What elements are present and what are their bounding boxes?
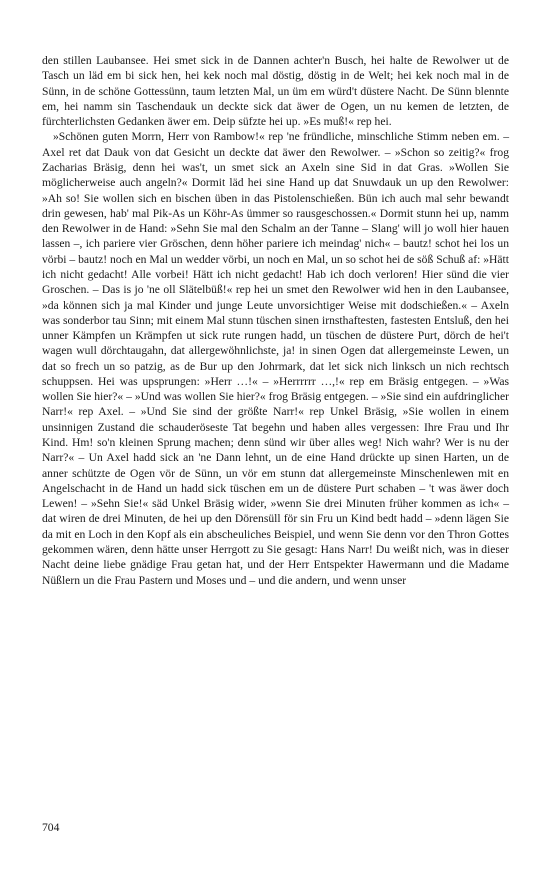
- page-number: 704: [42, 821, 60, 834]
- paragraph: »Schönen guten Morrn, Herr von Rambow!« rep 'ne fründliche, minschliche Stimm neben em. – Axel ret dat Dauk von dat Gesicht un deckte dat äwer den Rewolwer. – »Schon so zeitig?« frog Zacharias Bräsig, denn hei was't, un smet sick an Axeln sine Sid in dat Gras. »Wollen Sie möglicherweise auch angeln?« Dormit läd hei sine Hand up dat Snuwdauk un up den Rewolwer: »Ah so! Sie wollen sich en bischen üben in das Pistolenschießen. Bün ich auch mal sehr bewandt drin gewesen, hab' mal Pik-As un Köhr-As ümmer so rausgeschossen.« Dormit stunn hei up, namm den Rewolwer in de Hand: »Sehn Sie mal den Schalm an der Tanne – Slang' will jo woll hier hauen lassen –, ich pariere vier Gröschen, denn höher pariere ich meindag' nich« – bautz! schot hei los un vörbi – bautz! noch en Mal un wedder vörbi, un noch en Mal, un so schot hei de söß Schuß af: »Hätt ich nicht gedacht! Alle vorbei! Hätt ich nicht gedacht! Hab ich doch verloren! Hier sünd die vier Groschen. – Das is jo 'ne oll Slätelbüß!« rep hei un smet den Rewolwer wid hen in den Laubansee, »da können sich ja mal Kinder und junge Leute unvorsichtiger Weise mit dodschießen.« – Axeln was sonderbor tau Sinn; mit einem Mal stunn tüschen sinen irnsthaftesten, fastesten Entsluß, den hei unner Kämpfen un Krämpfen ut sick rute rungen hadd, un tüschen de düstere Purt, dörch de hei't wagen wull dörchtaugahn, dat allergewöhnlichste, ja! in sinen Ogen dat allergemeinste Lewen, un dat so frech un so patzig, as de Bur up den Johrmark, dat let sick nich linksch un nich rechtsch schuppsen. Hei was upsprungen: »Herr …!« – »Herrrrrr …,!« rep em Bräsig entgegen. – »Was wollen Sie hier?« – »Und was wollen Sie hier?« frog Bräsig entgegen. – »Sie sind ein aufdringlicher Narr!« rep Axel. – »Und Sie sind der größte Narr!« rep Unkel Bräsig, »Sie wollen in einem unsinnigen Zustand die schauderöseste Tat begehn und haben alles vergessen: Ihre Frau und Ihr Kind. Hm! so'n kleinen Sprung machen; denn sünd wir über alles weg! Nich wahr? Wer is nu der Narr?« – Un Axel hadd sick an 'ne Dann lehnt, un de eine Hand drückte up sinen Harten, un de anner schützte de Ogen vör de Sünn, un vör em stunn dat allergemeinste Minschenlewen mit en Angelschacht in de Hand un hadd sick tüschen em un de düstere Purt schaben – 't was äwer doch Lewen! – »Sehn Sie!« säd Unkel Bräsig wider, »wenn Sie drei Minuten früher kommen as ich« – dat wiren de drei Minuten, de hei up den Dörensüll för sin Fru un Kind bedt hadd – »denn lägen Sie da mit en Loch in den Kopf als ein abscheuliches Beispiel, und wenn Sie denn vor den Thron Gottes gekommen wären, denn hätte unser Herrgott zu Sie gesagt: Hans Narr! Du weißt nich, was in dieser Nacht deine liebe gnädige Frau getan hat, und der Herr Entspekter Hawermann und die Madame Nüßlern un die Frau Pastern und Moses und – und die andern, und wenn unser: [42, 130, 509, 587]
- paragraph: den stillen Laubansee. Hei smet sick in de Dannen achter'n Busch, hei halte de Rewolwer ut de Tasch un läd em bi sick hen, hei kek noch mal döstig, döstig in de Welt; hei kek noch mal in de Sünn, in de schöne Gottessünn, taum letzten Mal, un üm em würd't düstere Nacht. De Sünn blennte em, hei namm sin Taschendauk un deckte sick dat äwer de Ogen, un nu kemen de letzten, de fürchterlichsten Gedanken äwer em. Deip süfzte hei up. »Es muß!« rep hei.: [42, 54, 509, 129]
- body-text: [42, 53, 509, 588]
